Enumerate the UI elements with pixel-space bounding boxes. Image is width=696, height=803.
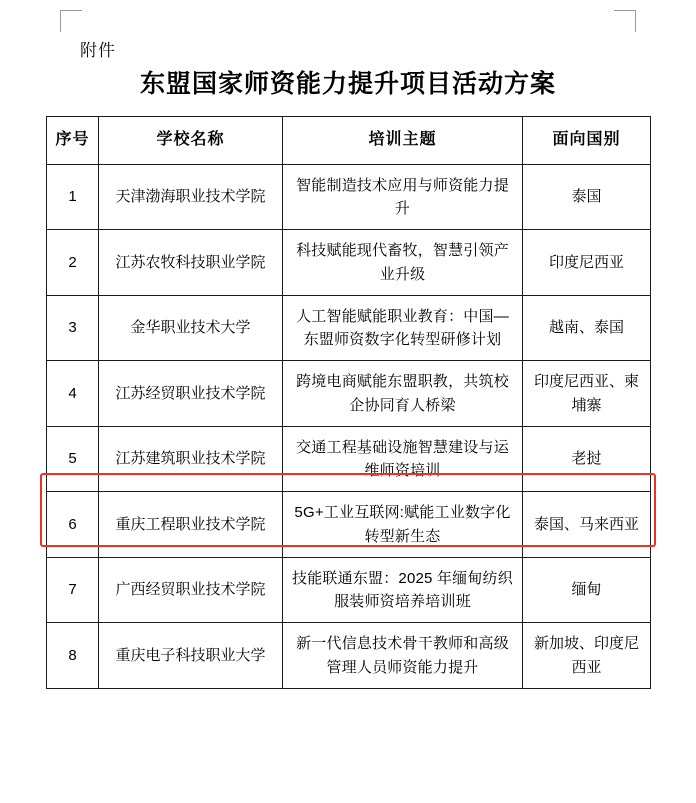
cell-country: 缅甸 xyxy=(523,557,651,623)
cell-school: 广西经贸职业技术学院 xyxy=(99,557,283,623)
crop-mark-top-right-horizontal xyxy=(614,10,636,11)
cell-topic: 交通工程基础设施智慧建设与运维师资培训 xyxy=(283,426,523,492)
cell-topic: 智能制造技术应用与师资能力提升 xyxy=(283,164,523,230)
crop-mark-top-right-vertical xyxy=(635,10,636,32)
plan-table xyxy=(46,116,651,689)
cell-school: 金华职业技术大学 xyxy=(99,295,283,361)
table-row xyxy=(47,230,651,296)
cell-no: 2 xyxy=(47,230,99,296)
cell-no: 6 xyxy=(47,492,99,558)
cell-country: 泰国、马来西亚 xyxy=(523,492,651,558)
cell-topic: 技能联通东盟：2025 年缅甸纺织服装师资培养培训班 xyxy=(283,557,523,623)
cell-country: 泰国 xyxy=(523,164,651,230)
cell-topic: 跨境电商赋能东盟职教，共筑校企协同育人桥梁 xyxy=(283,361,523,427)
table-row xyxy=(47,164,651,230)
table-header-row xyxy=(47,117,651,165)
cell-no: 4 xyxy=(47,361,99,427)
cell-school: 江苏经贸职业技术学院 xyxy=(99,361,283,427)
cell-country: 印度尼西亚 xyxy=(523,230,651,296)
cell-school: 天津渤海职业技术学院 xyxy=(99,164,283,230)
column-header-no: 序号 xyxy=(47,117,99,165)
cell-no: 3 xyxy=(47,295,99,361)
column-header-school: 学校名称 xyxy=(99,117,283,165)
table-row xyxy=(47,361,651,427)
crop-mark-top-left-vertical xyxy=(60,10,61,32)
cell-no: 8 xyxy=(47,623,99,689)
cell-topic: 科技赋能现代畜牧，智慧引领产业升级 xyxy=(283,230,523,296)
table-header xyxy=(47,117,651,165)
cell-no: 7 xyxy=(47,557,99,623)
page-title: 东盟国家师资能力提升项目活动方案 xyxy=(139,70,556,98)
cell-country: 印度尼西亚、柬埔寨 xyxy=(523,361,651,427)
table-row xyxy=(47,295,651,361)
table-row xyxy=(47,623,651,689)
attachment-label: 附件 xyxy=(80,41,116,60)
plan-table-wrapper xyxy=(46,116,650,689)
cell-country: 新加坡、印度尼西亚 xyxy=(523,623,651,689)
cell-school: 江苏建筑职业技术学院 xyxy=(99,426,283,492)
column-header-topic: 培训主题 xyxy=(283,117,523,165)
cell-school: 重庆工程职业技术学院 xyxy=(99,492,283,558)
cell-topic: 新一代信息技术骨干教师和高级管理人员师资能力提升 xyxy=(283,623,523,689)
table-row xyxy=(47,492,651,558)
crop-mark-top-left-horizontal xyxy=(60,10,82,11)
cell-school: 江苏农牧科技职业学院 xyxy=(99,230,283,296)
cell-country: 越南、泰国 xyxy=(523,295,651,361)
cell-topic: 5G+工业互联网:赋能工业数字化转型新生态 xyxy=(283,492,523,558)
cell-school: 重庆电子科技职业大学 xyxy=(99,623,283,689)
cell-no: 5 xyxy=(47,426,99,492)
table-row-highlighted xyxy=(47,426,651,492)
table-row xyxy=(47,557,651,623)
cell-no: 1 xyxy=(47,164,99,230)
cell-topic: 人工智能赋能职业教育：中国—东盟师资数字化转型研修计划 xyxy=(283,295,523,361)
cell-country: 老挝 xyxy=(523,426,651,492)
column-header-country: 面向国别 xyxy=(523,117,651,165)
table-body xyxy=(47,164,651,688)
